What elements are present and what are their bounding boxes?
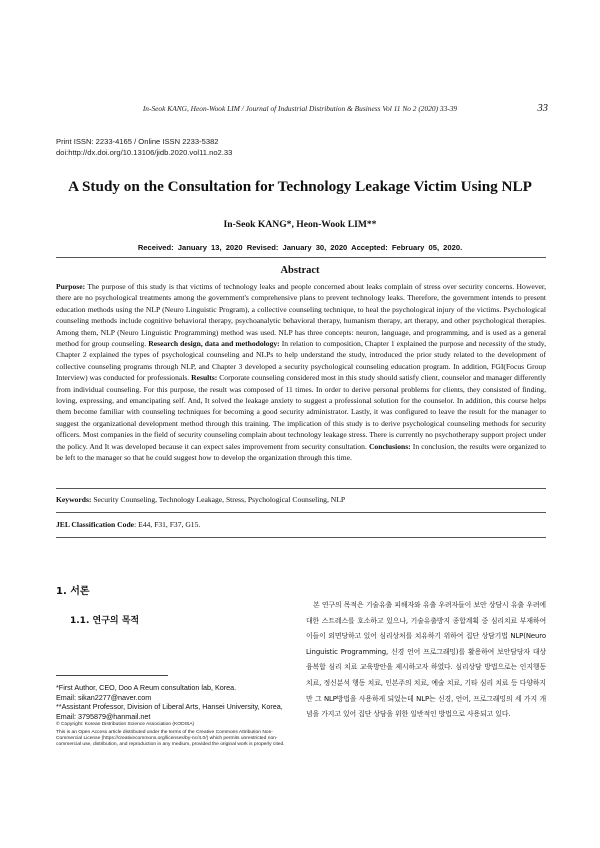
keywords-label: Keywords: xyxy=(56,495,92,504)
keywords-text: Security Counseling, Technology Leakage, Stress, Psychological Counseling, NLP xyxy=(91,495,346,504)
section-body-text: 본 연구의 목적은 기술유출 피해자와 유출 우려자들이 보안 상담시 유출 우려에 대한 스트레스를 호소하고 있으나, 기술유출방지 종합계획 중 심리치료 부재하여 이들이 외면당하고 있어 심리상처를 치유하기 위하여 집단 상담기법 NLP(Neuro Linguistic Programming, 신경 언어 프로그래밍)를 활용하여 보안담당자 대상 융복합 심리 치료 교육방안을 제시하고자 하였다. 심리상담 방법으로는 인지행동 치료, 정신분석 행동 치료, 인본주의 치료, 예술 치료, 기타 심리 치료 등 다양하지만 그 NLP방법을 사용하게 되었는데 NLP는 신경, 언어, 프로그래밍의 세 가지 개념을 가지고 있어 집단 상담을 위한 일반적인 방법으로 사용되고 있다. xyxy=(306,601,546,719)
issn-block xyxy=(56,136,232,158)
conclusions-text: In conclusion, the results were organized to be left to the manager so that he could suggest how to develop the organization through this time. xyxy=(56,441,547,463)
results-text: Corporate counseling considered most in this study should satisfy client, counselor and manager differently from individual counseling. For this purpose, the result was composed of 11 times. In order to derive personal problems for clients, they consisted of finding, loving, expressing, and emancipating self. And, It solved the leakage anxiety to suggest a professional solution for the counselor. In addition, this course helps them become familiar with counseling techniques for becoming a good security administrator. Lastly, it was configured to leave the result for the manager to suggest the organizational development method through this training. The implication of this study is to derive psychological counseling methods for security officers. Most companies in the field of security counseling complain about technology leakage stress. There is currently no psychotherapy support project under the policy. And It was developed because it can expect sales improvement from security consultation. xyxy=(56,373,546,451)
jel-line xyxy=(56,520,546,529)
issn-line: Print ISSN: 2233-4165 / Online ISSN 2233-5382 xyxy=(56,137,219,146)
keywords-line xyxy=(56,495,546,504)
divider-abstract-end xyxy=(56,488,546,489)
paper-title: A Study on the Consultation for Technology Leakage Victim Using NLP xyxy=(68,178,532,195)
submission-dates: Received: January 13, 2020 Revised: January 30, 2020 Accepted: February 05, 2020. xyxy=(137,243,463,252)
doi-line[interactable]: doi:http://dx.doi.org/10.13106/jidb.2020.vol11.no2.33 xyxy=(56,148,233,157)
divider-jel xyxy=(56,537,546,538)
jel-label: JEL Classification Code xyxy=(56,520,135,529)
subsection-heading: 1.1. 연구의 목적 xyxy=(70,616,140,626)
purpose-text: The purpose of this study is that victims of technology leaks and people concerned about leaks complain of stress over security concerns. However, there are no psychological treatments among the government's comprehensive plans to prevent technology leaks. Therefore, the government intends to present education methods using the NLP (Neuro Linguistic Program), a collective counseling technique, to heal the psychological injury of the victims. Psychological counseling methods include cognitive behavioral therapy, psychoanalytic behavioral therapy, humanism therapy, art therapy, and other psychological therapies. Among them, NLP (Neuro Linguistic Programming) method was used. NLP has three concepts: neuron, language, and programming, and is used as a general method for group counseling. xyxy=(56,282,546,349)
purpose-label: Purpose: xyxy=(56,282,86,291)
abstract-body xyxy=(56,281,546,464)
divider-top xyxy=(56,257,546,258)
footnote-second-author: **Assistant Professor, Division of Liberal Arts, Hansei University, Korea, Email: 3795879@hanmail.net xyxy=(56,702,283,721)
section-body xyxy=(306,598,546,723)
footnote-license: This is an Open Access article distributed under the terms of the Creative Commons Attribution Non-Commercial License (https://creativecommons.org/licenses/by-nc/4.0/) which permits unrestricted non-commercial use, distribution, and reproduction in any medium, provided the original work is properly cited. xyxy=(56,729,285,747)
footnote-copyright: © Copyright: Korean Distribution Science Association (KODISA) xyxy=(56,722,195,728)
page-number: 33 xyxy=(537,103,548,114)
design-text: In relation to composition, Chapter 1 explained the purpose and necessity of the study, Chapter 2 explained the types of psychological counseling and NLPs to help understand the study, introduced the prior study related to the development of collective counseling programs through NLP, and Chapter 3 developed a security psychological counseling education program. In addition, FGI(Focus Group Interview) was conducted for professionals. xyxy=(56,339,546,383)
footnote-first-email[interactable]: Email: sikan2277@naver.com xyxy=(56,692,152,702)
jel-text: : E44, F31, F37, G15. xyxy=(134,520,201,529)
footnote-first-author: *First Author, CEO, Doo A Reum consultation lab, Korea. xyxy=(56,683,237,692)
conclusions-label: Conclusions: xyxy=(368,441,411,451)
divider-keywords xyxy=(56,512,546,513)
footnotes xyxy=(56,683,286,748)
author-line: In-Seok KANG*, Heon-Wook LIM** xyxy=(223,219,377,230)
design-label: Research design, data and methodology: xyxy=(148,339,280,349)
results-label: Results: xyxy=(191,373,218,383)
section-heading: 1. 서론 xyxy=(56,586,90,597)
footnote-rule xyxy=(56,675,168,676)
abstract-heading: Abstract xyxy=(280,265,320,276)
running-head: In-Seok KANG, Heon-Wook LIM / Journal of Industrial Distribution & Business Vol 11 No 2 (2020) 33-39 xyxy=(142,104,458,113)
